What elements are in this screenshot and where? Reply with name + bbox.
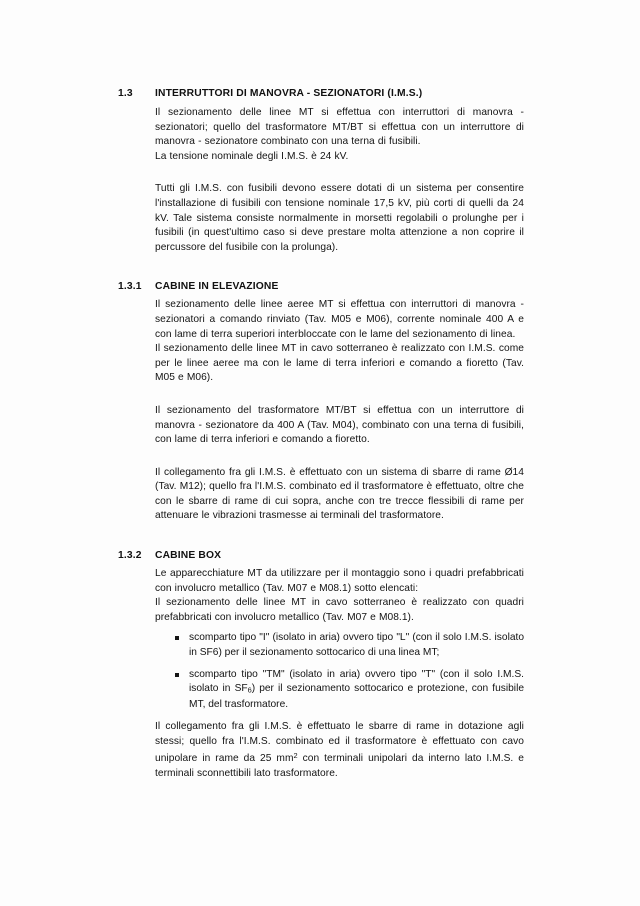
- paragraph: Il sezionamento del trasformatore MT/BT si effettua con un interruttore di manovra - sezionatore da 400 A (Tav. M04), combinato con una terna di fusibili, con lame di terra inferiori e comando a fioretto.: [155, 404, 524, 446]
- paragraph: Il sezionamento delle linee MT in cavo sotterraneo è realizzato con quadri prefabbricati con involucro metallico (Tav. M07 e M08.1).: [155, 597, 524, 623]
- bullet-list: [118, 631, 524, 713]
- list-item-text: scomparto tipo "TM" (isolato in aria) ovvero tipo "T" (con il solo I.M.S. isolato in SF: [189, 668, 524, 695]
- section-title: CABINE BOX: [155, 550, 222, 562]
- section-number: 1.3: [118, 88, 133, 99]
- section-heading-1-3-2: [118, 550, 524, 561]
- paragraph: Il sezionamento delle linee aeree MT si effettua con interruttori di manovra - sezionatori a comando rinviato (Tav. M05 e M06), corrente nominale 400 A e con lame di terra superiori interbloccate con le lame del sezionamento di linea.: [155, 299, 524, 340]
- section-heading-1-3-1: [118, 281, 524, 292]
- superscript-squared: 2: [293, 751, 298, 761]
- list-item: [175, 668, 524, 713]
- document-body: [118, 88, 524, 781]
- section-title: CABINE IN ELEVAZIONE: [155, 281, 279, 293]
- paragraph: Tutti gli I.M.S. con fusibili devono essere dotati di un sistema per consentire l'installazione di fusibili con tensione nominale 17,5 kV, più corti di quelli da 24 kV. Tale sistema consiste normalmente in morsetti regolabili o prolunghe per i fusibili (in quest'ultimo caso si deve prestare molta attenzione a non coprire il percussore del fusibile con la prolunga).: [155, 183, 524, 253]
- paragraph: Il sezionamento delle linee MT in cavo sotterraneo è realizzato con I.M.S. come per le linee aeree ma con le lame di terra inferiori e comando a fioretto (Tav. M05 e M06).: [155, 343, 524, 384]
- list-item: [175, 631, 524, 660]
- section-title: INTERRUTTORI DI MANOVRA - SEZIONATORI (I.M.S.): [155, 88, 423, 99]
- paragraph: Il sezionamento delle linee MT si effettua con interruttori di manovra - sezionatori; quello del trasformatore MT/BT si effettua con un interruttore di manovra - sezionatore combinato con una terna di fusibili.: [155, 107, 524, 148]
- closing-text-part2: con terminali unipolari da interno lato I.M.S. e terminali sconnettibili lato trasformatore.: [155, 753, 524, 779]
- square-bullet-icon: [175, 636, 179, 640]
- section-number: 1.3.2: [118, 550, 142, 562]
- subscript-six: 6: [247, 685, 252, 695]
- section-heading-1-3: [118, 88, 524, 99]
- paragraph: Il collegamento fra gli I.M.S. è effettuato con un sistema di sbarre di rame Ø14 (Tav. M12); quello fra l'I.M.S. combinato ed il trasformatore è effettuato, oltre che con le sbarre di rame di cui sopra, anche con tre trecce flessibili di rame per attenuare le vibrazioni trasmesse ai terminali del trasformatore.: [155, 466, 524, 522]
- list-item-text: scomparto tipo "I" (isolato in aria) ovvero tipo "L" (con il solo I.M.S. isolato in SF6) per il sezionamento sottocarico di una linea MT;: [189, 632, 524, 659]
- paragraph: Le apparecchiature MT da utilizzare per il montaggio sono i quadri prefabbricati con involucro metallico (Tav. M07 e M08.1) sotto elencati:: [155, 568, 524, 594]
- paragraph: La tensione nominale degli I.M.S. è 24 kV.: [155, 150, 349, 162]
- closing-paragraph: [155, 720, 524, 781]
- list-item-text-cont: ) per il sezionamento sottocarico e protezione, con fusibile MT, del trasformatore.: [189, 683, 525, 711]
- section-number: 1.3.1: [118, 281, 142, 293]
- square-bullet-icon: [175, 673, 179, 677]
- closing-text-part1: Il collegamento fra gli I.M.S. è effettuato le sbarre di rame in dotazione agli stessi; quello fra l'I.M.S. combinato ed il trasformatore è effettuato con cavo unipolare in rame da 25 mm: [155, 721, 524, 765]
